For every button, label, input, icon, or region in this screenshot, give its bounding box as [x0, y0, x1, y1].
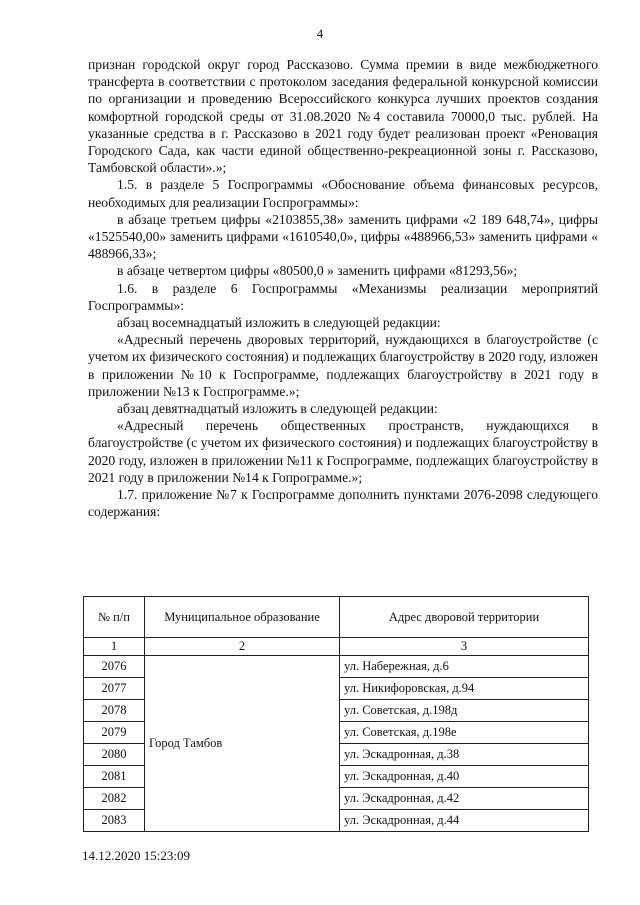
document-body: [88, 56, 598, 520]
address-cell: ул. Эскадронная, д.38: [340, 744, 589, 766]
address-cell: ул. Советская, д.198д: [340, 700, 589, 722]
col-number-3: 3: [340, 638, 589, 656]
table-row: [84, 656, 589, 678]
row-number-cell: 2077: [84, 678, 145, 700]
paragraph: 1.6. в разделе 6 Госпрограммы «Механизмы реализации мероприятий Госпрограммы»:: [88, 280, 598, 313]
col-header-address: Адрес дворовой территории: [340, 597, 589, 638]
row-number-cell: 2076: [84, 656, 145, 678]
table-header-row: [84, 597, 589, 638]
address-cell: ул. Эскадронная, д.44: [340, 810, 589, 832]
page-number: 4: [316, 26, 324, 41]
address-cell: ул. Эскадронная, д.42: [340, 788, 589, 810]
col-header-municipality: Муниципальное образование: [145, 597, 340, 638]
paragraph: абзац восемнадцатый изложить в следующей редакции:: [117, 315, 441, 331]
row-number-cell: 2082: [84, 788, 145, 810]
paragraph: 1.7. приложение №7 к Госпрограмме дополнить пунктами 2076-2098 следующего содержания:: [88, 487, 598, 520]
row-number-cell: 2080: [84, 744, 145, 766]
address-cell: ул. Набережная, д.6: [340, 656, 589, 678]
paragraph: признан городской округ город Рассказово. Сумма премии в виде межбюджетного трансферта в соответствии с протоколом заседания федеральной конкурсной комиссии по организации и проведению Всероссийского конкурса лучших проектов создания комфортной городской среды от 31.08.2020 №4 составила 70000,0 тыс. рублей. На указанные средства в г. Рассказово в 2021 году будет реализован проект «Реновация Городского Сада, как части единой общественно-рекреационной зоны г. Рассказово, Тамбовской области».»;: [88, 57, 598, 176]
address-table: [83, 596, 589, 832]
footer-timestamp: 14.12.2020 15:23:09: [82, 848, 190, 863]
col-header-number: № п/п: [84, 597, 145, 638]
col-number-1: 1: [84, 638, 145, 656]
paragraph: в абзаце четвертом цифры «80500,0 » заменить цифрами «81293,56»;: [117, 263, 518, 279]
address-cell: ул. Эскадронная, д.40: [340, 766, 589, 788]
col-number-2: 2: [145, 638, 340, 656]
paragraph: 1.5. в разделе 5 Госпрограммы «Обоснование объема финансовых ресурсов, необходимых для реализации Госпрограммы»:: [88, 177, 598, 210]
column-number-row: [84, 638, 589, 656]
row-number-cell: 2079: [84, 722, 145, 744]
row-number-cell: 2081: [84, 766, 145, 788]
address-cell: ул. Советская, д.198е: [340, 722, 589, 744]
paragraph: «Адресный перечень дворовых территорий, нуждающихся в благоустройстве (с учетом их физического состояния) и подлежащих благоустройству в 2020 году, изложен в приложении №10 к Госпрограмме, подлежащих благоустройству в 2021 году в приложении №13 к Госпрограмме.»;: [88, 332, 598, 399]
row-number-cell: 2083: [84, 810, 145, 832]
row-number-cell: 2078: [84, 700, 145, 722]
paragraph: в абзаце третьем цифры «2103855,38» заменить цифрами «2 189 648,74», цифры «1525540,00» заменить цифрами «1610540,0», цифры «488966,53» заменить цифрами « 488966,33»;: [88, 211, 598, 262]
municipality-cell: Город Тамбов: [145, 656, 340, 832]
paragraph: абзац девятнадцатый изложить в следующей редакции:: [117, 401, 438, 417]
paragraph: «Адресный перечень общественных пространств, нуждающихся в благоустройстве (с учетом их физического состояния) и подлежащих благоустройству в 2020 году, изложен в приложении №11 к Госпрограмме, подлежащих благоустройству в 2021 году в приложении №14 к Гопрограмме.»;: [88, 418, 598, 485]
address-cell: ул. Никифоровская, д.94: [340, 678, 589, 700]
